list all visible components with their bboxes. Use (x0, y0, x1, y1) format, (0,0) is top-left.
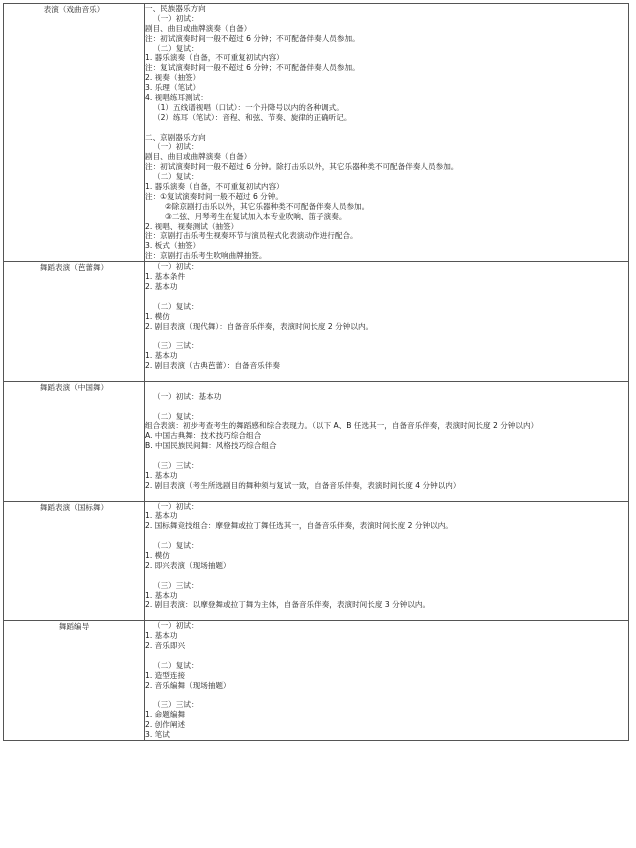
requirement-line: 剧目、曲目或曲牌演奏（自备） (145, 152, 252, 162)
requirement-line: 2. 音乐编舞（现场抽题） (145, 680, 231, 690)
requirement-line: 2. 音乐即兴 (145, 641, 186, 650)
subject-cell: 舞蹈表演（国标舞） (4, 501, 145, 621)
requirement-line: 2. 剧目表演（现代舞）：自备音乐伴奏，表演时间长度 2 分钟以内。 (145, 321, 374, 331)
requirement-line: 一、民族器乐方向 (145, 4, 206, 13)
requirement-line: 1. 基本功 (145, 470, 178, 480)
requirement-line: （二）复试： (153, 172, 199, 182)
requirement-line: 二、京剧器乐方向 (145, 132, 206, 142)
requirements-cell (145, 381, 629, 501)
requirement-line: 3. 板式（抽签） (145, 241, 201, 251)
table-row (4, 381, 629, 501)
requirement-line: ③二弦、月琴考生在复试加入本专业吹响、笛子演奏。 (165, 211, 347, 221)
blank-line (145, 371, 628, 381)
requirement-line: 剧目、曲目或曲牌演奏（自备） (145, 23, 252, 33)
requirement-line: 2. 创作阐述 (145, 720, 186, 730)
requirements-cell (145, 501, 629, 621)
requirement-line: 1. 器乐演奏（自备，不可重复初试内容） (145, 182, 284, 192)
requirements-cell (145, 4, 629, 262)
blank-line (145, 382, 628, 392)
blank-line (145, 610, 628, 620)
requirement-line: （2）练耳（笔试）：音程、和弦、节奏、旋律的正确听记。 (153, 112, 352, 122)
requirement-line: 注：京剧打击乐考生视奏环节与演员程式化表演动作进行配合。 (145, 231, 358, 241)
requirement-line: 1. 基本功 (145, 631, 178, 641)
requirement-line: 1. 模仿 (145, 311, 170, 321)
requirement-line: 注：初试演奏时间一般不超过 6 分钟。除打击乐以外，其它乐器种类不可配备伴奏人员参加。 (145, 162, 459, 172)
requirement-line: 3. 乐理（笔试） (145, 83, 201, 93)
requirement-line: 注：复试演奏时间一般不超过 6 分钟；不可配备伴奏人员参加。 (145, 63, 360, 73)
requirement-line: 2. 视唱、视奏测试（抽签） (145, 221, 239, 231)
blank-line (145, 491, 628, 501)
requirement-line: （二）复试： (153, 301, 199, 311)
requirement-line: 2. 剧目表演（考生所选剧目的舞种须与复试一致，自备音乐伴奏，表演时间长度 4 分钟以内） (145, 480, 461, 490)
requirement-line: 1. 造型连接 (145, 670, 186, 680)
blank-line (145, 651, 628, 661)
blank-line (145, 123, 628, 133)
requirement-line: 3. 笔试 (145, 730, 170, 740)
blank-line (145, 690, 628, 700)
requirement-line: （一）初试： (153, 13, 199, 23)
requirement-line: （二）复试： (153, 411, 199, 421)
requirement-line: （一）初试： (153, 262, 199, 272)
blank-line (145, 451, 628, 461)
table-row (4, 262, 629, 382)
requirement-line: 2. 国标舞竞技组合：摩登舞或拉丁舞任选其一，自备音乐伴奏，表演时间长度 2 分钟以内。 (145, 521, 453, 531)
subject-cell: 表演（戏曲音乐） (4, 4, 145, 262)
requirement-line: （三）三试： (153, 460, 199, 470)
requirement-line: （三）三试： (153, 341, 199, 351)
requirement-line: 1. 基本功 (145, 511, 178, 521)
requirement-line: （一）初试： (153, 621, 199, 631)
table-row (4, 501, 629, 621)
requirement-line: 2. 即兴表演（现场抽题） (145, 560, 231, 570)
blank-line (145, 331, 628, 341)
requirement-line: 注：①复试演奏时间一般不超过 6 分钟。 (145, 191, 283, 201)
requirement-line: （一）初试：基本功 (153, 391, 222, 401)
requirement-line: ②除京剧打击乐以外，其它乐器种类不可配备伴奏人员参加。 (165, 201, 370, 211)
requirement-line: 注：京剧打击乐考生吹响曲牌抽签。 (145, 251, 267, 261)
requirement-line: （三）三试： (153, 700, 199, 710)
table-row (4, 621, 629, 741)
table-body (4, 4, 629, 741)
blank-line (145, 531, 628, 541)
requirement-line: 2. 基本功 (145, 281, 178, 291)
exam-requirements-table (3, 3, 629, 741)
requirement-line: 1. 模仿 (145, 550, 170, 560)
requirement-line: 2. 剧目表演（古典芭蕾）：自备音乐伴奏 (145, 361, 280, 371)
requirements-cell (145, 621, 629, 741)
blank-line (145, 292, 628, 302)
requirement-line: 1. 基本功 (145, 590, 178, 600)
blank-line (145, 402, 628, 412)
requirement-line: 1. 命题编舞 (145, 710, 186, 720)
requirement-line: 1. 基本条件 (145, 272, 186, 282)
requirement-line: 注：初试演奏时间一般不超过 6 分钟；不可配备伴奏人员参加。 (145, 33, 360, 43)
requirement-line: 1. 器乐演奏（自备，不可重复初试内容） (145, 53, 284, 63)
requirement-line: 2. 剧目表演：以摩登舞或拉丁舞为主体，自备音乐伴奏，表演时间长度 3 分钟以内。 (145, 600, 431, 610)
requirement-line: （一）初试： (153, 501, 199, 511)
requirement-line: （二）复试： (153, 43, 199, 53)
table-row (4, 4, 629, 262)
requirement-line: （1）五线谱视唱（口试）：一个升降号以内的各种调式。 (153, 102, 344, 112)
requirement-line: A. 中国古典舞：技术技巧综合组合 (145, 431, 262, 441)
requirement-line: 2. 视奏（抽签） (145, 73, 201, 83)
blank-line (145, 571, 628, 581)
requirement-line: （二）复试： (153, 660, 199, 670)
requirement-line: 1. 基本功 (145, 351, 178, 361)
requirements-cell (145, 262, 629, 382)
requirement-line: 组合表演：初步考查考生的舞蹈感和综合表现力。（以下 A、B 任选其一，自备音乐伴奏，表演时间长度 2 分钟以内） (145, 421, 539, 431)
subject-cell: 舞蹈编导 (4, 621, 145, 741)
subject-cell: 舞蹈表演（芭蕾舞） (4, 262, 145, 382)
requirement-line: （一）初试： (153, 142, 199, 152)
requirement-line: 4. 视唱练耳测试： (145, 93, 208, 103)
requirement-line: （二）复试： (153, 541, 199, 551)
subject-cell: 舞蹈表演（中国舞） (4, 381, 145, 501)
requirement-line: （三）三试： (153, 580, 199, 590)
requirement-line: B. 中国民族民间舞：风格技巧综合组合 (145, 441, 277, 451)
